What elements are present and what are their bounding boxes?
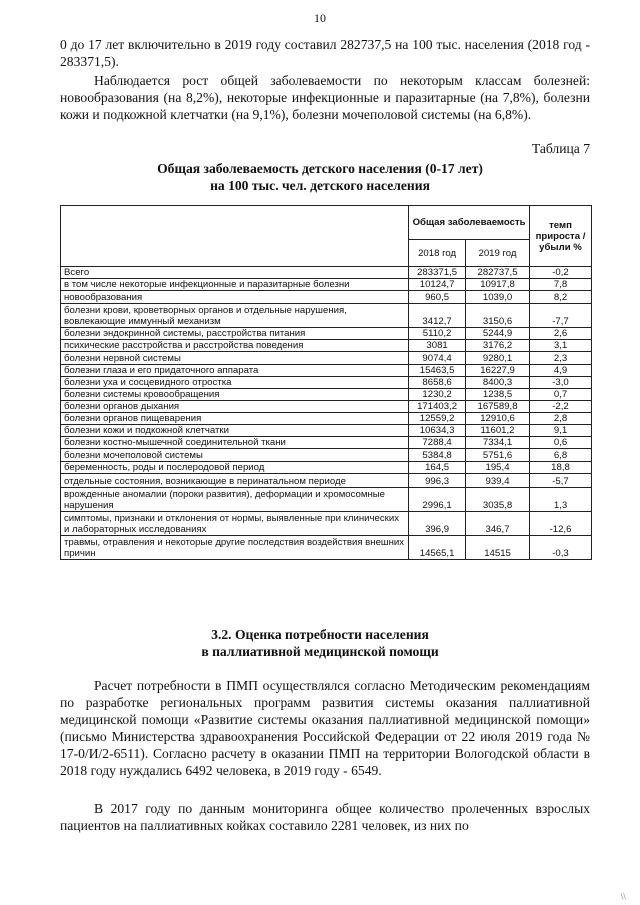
growth-rate-cell: 6,8 <box>530 449 592 462</box>
growth-rate-cell: 4,9 <box>530 365 592 377</box>
section-title-line-1: 3.2. Оценка потребности населения <box>211 627 429 642</box>
growth-rate-cell: -3,0 <box>530 377 592 389</box>
growth-rate-cell: -0,2 <box>530 267 592 279</box>
row-name-cell: травмы, отравления и некоторые другие последствия воздействия внешних причин <box>61 536 409 560</box>
value-2018-cell: 283371,5 <box>409 267 466 279</box>
row-name-cell: болезни мочеполовой системы <box>61 449 409 462</box>
value-2019-cell: 1238,5 <box>466 389 530 401</box>
value-2019-cell: 12910,6 <box>466 413 530 425</box>
table-row <box>61 536 592 560</box>
table-row <box>61 352 592 365</box>
table-row <box>61 304 592 328</box>
table-row <box>61 365 592 377</box>
value-2018-cell: 14565,1 <box>409 536 466 560</box>
row-name-cell: болезни нервной системы <box>61 352 409 365</box>
growth-rate-cell: 0,7 <box>530 389 592 401</box>
row-name-cell: психические расстройства и расстройства поведения <box>61 340 409 352</box>
table-row <box>61 328 592 340</box>
palliative-need-paragraph: Расчет потребности в ПМП осуществлялся согласно Методическим рекомендациям по разработке региональных программ развития системы оказания паллиативной медицинской помощи «Развитие системы оказания паллиативной медицинской помощи» (письмо Министерства здравоохранения Российской Федерации от 22 июля 2019 года № 17-0/И/2-6511). Согласно расчету в оказании ПМП на территории Вологодской области в 2018 году нуждались 6492 человека, в 2019 году - 6549. <box>60 678 590 778</box>
table-row <box>61 425 592 437</box>
value-2018-cell: 15463,5 <box>409 365 466 377</box>
table-number: Таблица 7 <box>531 141 590 156</box>
value-2018-cell: 2996,1 <box>409 488 466 512</box>
morbidity-table <box>60 205 592 560</box>
value-2019-cell: 1039,0 <box>466 291 530 304</box>
value-2018-cell: 960,5 <box>409 291 466 304</box>
table-row <box>61 267 592 279</box>
table-row <box>61 389 592 401</box>
row-name-cell: Всего <box>61 267 409 279</box>
table-row <box>61 291 592 304</box>
row-name-cell: беременность, роды и послеродовой период <box>61 462 409 474</box>
value-2018-cell: 1230,2 <box>409 389 466 401</box>
growth-rate-cell: 8,2 <box>530 291 592 304</box>
table-row <box>61 462 592 474</box>
value-2019-cell: 3150,6 <box>466 304 530 328</box>
value-2019-cell: 3035,8 <box>466 488 530 512</box>
value-2019-cell: 282737,5 <box>466 267 530 279</box>
growth-rate-cell: -5,7 <box>530 474 592 488</box>
intro-paragraph: 0 до 17 лет включительно в 2019 году составил 282737,5 на 100 тыс. населения (2018 год - 283371,5). <box>60 37 590 69</box>
value-2018-cell: 3081 <box>409 340 466 352</box>
value-2018-cell: 3412,7 <box>409 304 466 328</box>
growth-rate-cell: 2,6 <box>530 328 592 340</box>
growth-rate-cell: 9,1 <box>530 425 592 437</box>
growth-rate-cell: 18,8 <box>530 462 592 474</box>
value-2019-cell: 5244,9 <box>466 328 530 340</box>
value-2019-cell: 11601,2 <box>466 425 530 437</box>
value-2018-cell: 171403,2 <box>409 401 466 413</box>
header-empty-cell <box>61 206 409 267</box>
table-row <box>61 340 592 352</box>
row-name-cell: болезни кожи и подкожной клетчатки <box>61 425 409 437</box>
table-row <box>61 413 592 425</box>
value-2019-cell: 939,4 <box>466 474 530 488</box>
row-name-cell: болезни органов дыхания <box>61 401 409 413</box>
value-2019-cell: 8400,3 <box>466 377 530 389</box>
section-title <box>0 626 640 660</box>
table-row <box>61 401 592 413</box>
value-2019-cell: 7334,1 <box>466 437 530 449</box>
value-2019-cell: 346,7 <box>466 512 530 536</box>
growth-rate-cell: 2,8 <box>530 413 592 425</box>
table-row <box>61 449 592 462</box>
value-2018-cell: 5384,8 <box>409 449 466 462</box>
monitoring-paragraph: В 2017 году по данным мониторинга общее количество пролеченных взрослых пациентов на паллиативных койках составило 2281 человек, из них по <box>60 801 590 833</box>
value-2019-cell: 195,4 <box>466 462 530 474</box>
table-row <box>61 512 592 536</box>
value-2018-cell: 396,9 <box>409 512 466 536</box>
value-2019-cell: 14515 <box>466 536 530 560</box>
growth-rate-cell: -2,2 <box>530 401 592 413</box>
row-name-cell: симптомы, признаки и отклонения от нормы, выявленные при клинических и лабораторных исследованиях <box>61 512 409 536</box>
value-2018-cell: 10124,7 <box>409 279 466 291</box>
table-caption-line-2: на 100 тыс. чел. детского населения <box>210 178 430 193</box>
value-2018-cell: 164,5 <box>409 462 466 474</box>
row-name-cell: болезни крови, кроветворных органов и отдельные нарушения, вовлекающие иммунный механизм <box>61 304 409 328</box>
value-2018-cell: 12559,2 <box>409 413 466 425</box>
table-row <box>61 474 592 488</box>
row-name-cell: болезни глаза и его придаточного аппарата <box>61 365 409 377</box>
value-2019-cell: 9280,1 <box>466 352 530 365</box>
row-name-cell: отдельные состояния, возникающие в перинатальном периоде <box>61 474 409 488</box>
growth-rate-cell: -7,7 <box>530 304 592 328</box>
page-number: 10 <box>314 11 326 25</box>
table-row <box>61 279 592 291</box>
row-name-cell: врожденные аномалии (пороки развития), деформации и хромосомные нарушения <box>61 488 409 512</box>
row-name-cell: болезни органов пищеварения <box>61 413 409 425</box>
value-2018-cell: 7288,4 <box>409 437 466 449</box>
growth-rate-cell: -0,3 <box>530 536 592 560</box>
corner-mark: \\ <box>620 892 626 901</box>
row-name-cell: болезни эндокринной системы, расстройства питания <box>61 328 409 340</box>
value-2018-cell: 996,3 <box>409 474 466 488</box>
row-name-cell: болезни уха и сосцевидного отростка <box>61 377 409 389</box>
row-name-cell: болезни костно-мышечной соединительной ткани <box>61 437 409 449</box>
row-name-cell: новообразования <box>61 291 409 304</box>
table-row <box>61 437 592 449</box>
table-body <box>61 267 592 560</box>
table-caption-line-1: Общая заболеваемость детского населения (0-17 лет) <box>157 161 483 176</box>
value-2019-cell: 167589,8 <box>466 401 530 413</box>
growth-rate-cell: 1,3 <box>530 488 592 512</box>
growth-paragraph: Наблюдается рост общей заболеваемости по некоторым классам болезней: новообразования (на 8,2%), некоторые инфекционные и паразитарные (на 7,8%), болезни кожи и подкожной клетчатки (на 9,1%), болезни мочеполовой системы (на 6,8%). <box>60 73 590 122</box>
growth-rate-cell: -12,6 <box>530 512 592 536</box>
row-name-cell: болезни системы кровообращения <box>61 389 409 401</box>
value-2018-cell: 5110,2 <box>409 328 466 340</box>
header-year-2019: 2019 год <box>466 240 530 267</box>
header-year-2018: 2018 год <box>409 240 466 267</box>
value-2018-cell: 8658,6 <box>409 377 466 389</box>
growth-rate-cell: 3,1 <box>530 340 592 352</box>
table-row <box>61 377 592 389</box>
growth-rate-cell: 2,3 <box>530 352 592 365</box>
value-2019-cell: 16227,9 <box>466 365 530 377</box>
value-2019-cell: 5751,6 <box>466 449 530 462</box>
value-2018-cell: 10634,3 <box>409 425 466 437</box>
row-name-cell: в том числе некоторые инфекционные и паразитарные болезни <box>61 279 409 291</box>
value-2019-cell: 10917,8 <box>466 279 530 291</box>
table-row <box>61 488 592 512</box>
table-caption <box>0 160 640 194</box>
growth-rate-cell: 7,8 <box>530 279 592 291</box>
value-2019-cell: 3176,2 <box>466 340 530 352</box>
header-growth-rate: темп прироста /убыли % <box>530 206 592 267</box>
header-general-morbidity: Общая заболеваемость <box>409 206 530 240</box>
section-title-line-2: в паллиативной медицинской помощи <box>201 644 439 659</box>
value-2018-cell: 9074,4 <box>409 352 466 365</box>
growth-rate-cell: 0,6 <box>530 437 592 449</box>
